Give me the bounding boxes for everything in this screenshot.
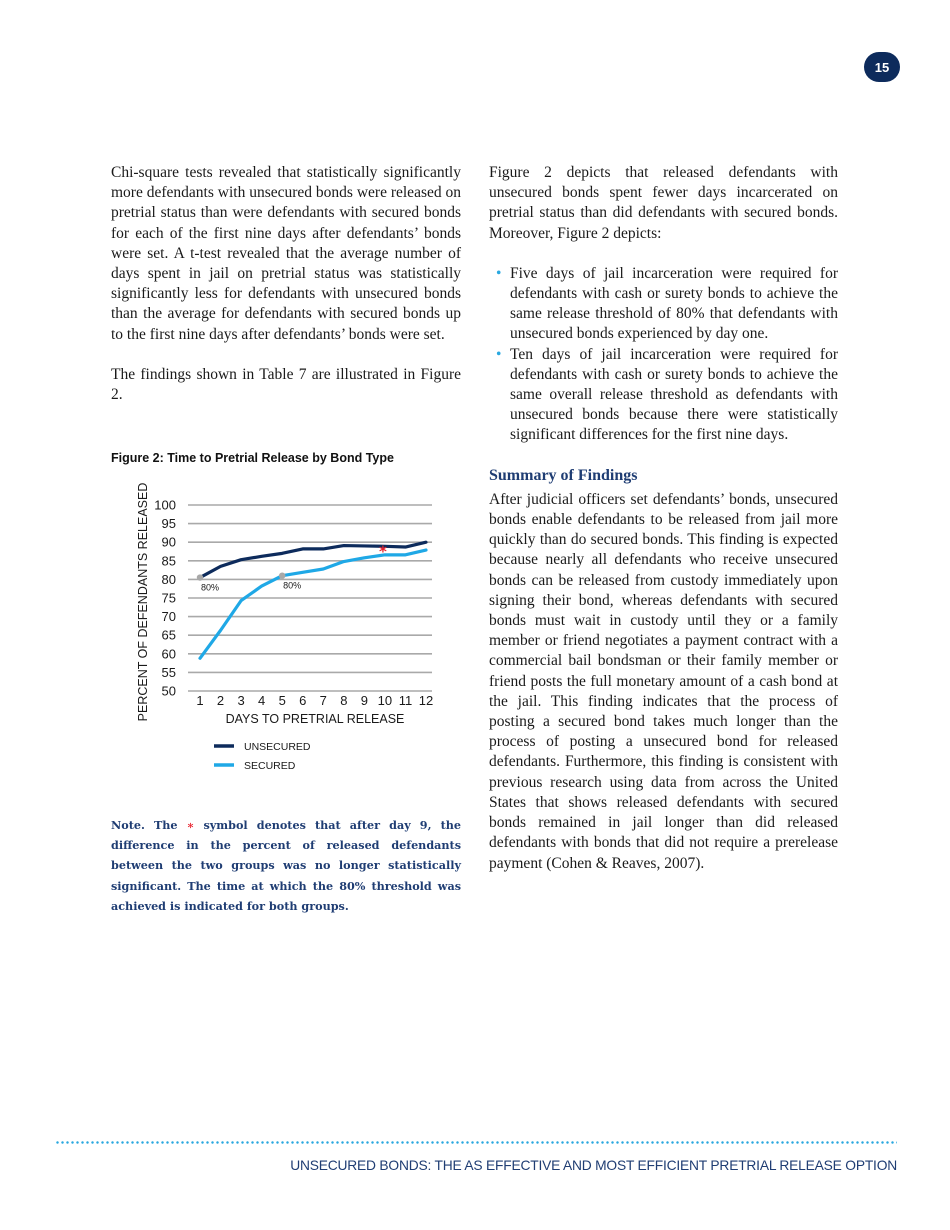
bullet-item: • Five days of jail incarceration were required for defendants with cash or surety bonds to achieve the same release threshold of 80% that defendants with unsecured bonds experienced by day one. [489, 264, 838, 345]
x-tick-label: 3 [237, 693, 245, 708]
x-tick-label: 2 [216, 693, 225, 708]
x-tick-label: 11 [398, 693, 413, 708]
footer-title: UNSECURED BONDS: THE AS EFFECTIVE AND MOST EFFICIENT PRETRIAL RELEASE OPTION [290, 1158, 897, 1173]
summary-heading: Summary of Findings [489, 466, 638, 484]
figure-intro-paragraph: Figure 2 depicts that released defendants with unsecured bonds spent fewer days incarcerated on pretrial status than did defendants with secured bonds. Moreover, Figure 2 depicts: [489, 164, 838, 242]
y-tick-label: 90 [161, 534, 176, 550]
x-tick-label: 6 [299, 693, 307, 708]
left-column [111, 163, 461, 425]
x-tick-label: 10 [377, 693, 393, 708]
chart-svg [130, 482, 450, 782]
x-tick-label: 1 [196, 693, 204, 708]
y-tick-label: 50 [161, 683, 176, 699]
note-text-start: Note. The [111, 818, 187, 832]
y-tick-label: 95 [161, 516, 176, 532]
y-tick-label: 75 [161, 590, 176, 606]
figure-title: Figure 2: Time to Pretrial Release by Bond Type [111, 451, 394, 465]
page-number: 15 [874, 59, 890, 75]
release-chart [130, 482, 450, 782]
footer-dotted-divider [55, 1141, 897, 1144]
chi-square-paragraph: Chi-square tests revealed that statistically significantly more defendants with unsecured bonds were released on pretrial status than were defendants with secured bonds for each of the first nine days after defendants’ bonds were set. A t-test revealed that the average number of days spent in jail on pretrial status was statistically significantly less for defendants with unsecured bonds than the average for defendants with secured bonds up to the first nine days after defendants’ bonds were set. [111, 164, 461, 343]
x-tick-label: 7 [319, 693, 327, 708]
y-tick-label: 85 [161, 553, 176, 569]
note-text-end: symbol denotes that after day 9, the difference in the percent of released defendants between the two groups was no longer statistically significant. The time at which the 80% threshold was achieved is indicated for both groups. [111, 818, 461, 913]
x-tick-label: 4 [258, 693, 266, 708]
x-tick-label: 12 [418, 693, 434, 708]
page-number-badge [864, 52, 900, 82]
legend-label: UNSECURED [244, 741, 311, 753]
summary-paragraph: After judicial officers set defendants’ bonds, unsecured bonds enable defendants to be released from jail more quickly than do secured bonds. This finding is expected because nearly all defendants who receive unsecured bonds can be released from custody immediately upon signing their bond, whereas defendants with secured bonds must wait in custody until they or a family member or friend negotiates a payment contract with a commercial bail bondsman or their family member or friend posts the full monetary amount of a cash bond at the jail. This finding indicates that the process of posting a secured bond takes much longer than the process of posting a unsecured bond for released defendants. Furthermore, this finding is consistent with previous research using data from across the United States that shows released defendants with secured bonds remained in jail longer than did released defendants with bonds that did not require a prerelease payment (Cohen & Reaves, 2007). [489, 490, 838, 872]
significance-star-icon: * [378, 542, 387, 561]
x-tick-label: 5 [278, 693, 286, 708]
y-tick-label: 100 [154, 497, 176, 513]
table-reference-paragraph: The findings shown in Table 7 are illustrated in Figure 2. [111, 365, 461, 404]
threshold-label: 80% [283, 580, 302, 591]
threshold-marker [197, 574, 203, 580]
legend-label: SECURED [244, 760, 296, 772]
x-axis-label: DAYS TO PRETRIAL RELEASE [225, 712, 405, 726]
significance-star-icon: ∗ [186, 818, 195, 832]
right-column [489, 163, 838, 894]
y-axis-label: PERCENT OF DEFENDANTS RELEASED [136, 482, 150, 722]
threshold-marker [279, 572, 285, 578]
findings-bullet-list [489, 264, 838, 446]
y-tick-label: 65 [161, 627, 176, 643]
y-tick-label: 55 [161, 664, 176, 680]
y-tick-label: 70 [161, 609, 176, 625]
x-tick-label: 8 [340, 693, 348, 708]
series-line-secured [200, 550, 426, 658]
y-tick-label: 60 [161, 646, 176, 662]
bullet-item: • Ten days of jail incarceration were required for defendants with cash or surety bonds to achieve the same overall release threshold as defendants with unsecured bonds because there were statistically significant differences for the first nine days. [489, 345, 838, 446]
threshold-label: 80% [201, 582, 220, 593]
x-tick-label: 9 [360, 693, 368, 708]
y-tick-label: 80 [161, 571, 176, 587]
figure-note [111, 815, 461, 916]
